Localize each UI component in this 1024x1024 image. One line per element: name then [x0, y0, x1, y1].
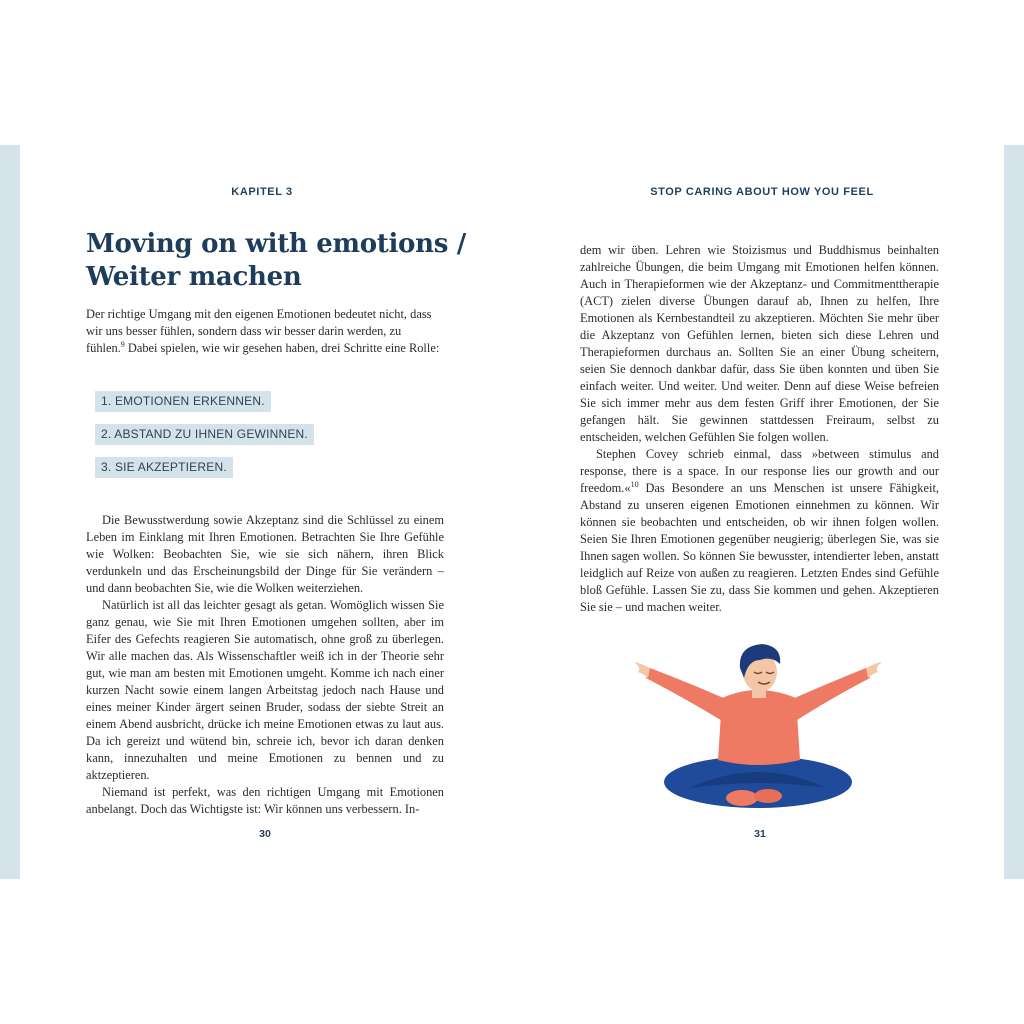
body-text-right [580, 242, 939, 616]
step-item: 2. ABSTAND ZU IHNEN GEWINNEN. [95, 424, 314, 445]
paragraph: Niemand ist perfekt, was den richtigen Umgang mit Emotionen anbelangt. Doch das Wichtigste ist: Wir können uns verbessern. In- [86, 785, 444, 816]
shirt-torso [718, 690, 800, 765]
hand-right [866, 662, 882, 678]
paragraph: Die Bewusstwerdung sowie Akzeptanz sind die Schlüssel zu einem Leben im Einklang mit Ihren Emotionen. Betrachten Sie Ihre Gefühle wie Wolken: Beobachten Sie, wie sie sich nähern, ihren Blick verdunkeln und das Erscheinungsbild der Dinge für Sie verändern – und dann beobachten Sie, wie die Wolken weiterziehen. [86, 513, 444, 595]
intro-text: Der richtige Umgang mit den eigenen Emotionen bedeutet nicht, dass wir uns besser fühlen, sondern dass wir besser darin werden, zu fühlen. [86, 307, 432, 355]
page-edge-left [0, 145, 20, 879]
foot-right [754, 789, 782, 803]
page-number-left: 30 [259, 828, 271, 840]
arm-right [790, 668, 870, 722]
quote-text: Stephen Covey schrieb einmal, dass »between stimulus and response, there is a space. In our response lies our growth and our freedom.« [580, 447, 939, 495]
arm-left [646, 668, 728, 722]
quote-continuation: Das Besondere an uns Menschen ist unsere Fähigkeit, Abstand zu unseren eigenen Emotionen einnehmen zu können. Wir können sie beobachten und entscheiden, ob wir ihnen folgen wollen. Seien Sie Ihren Emotionen gegenüber neugierig; überlegen Sie, was sie Ihnen sagen wollen. So können Sie bewusster, intendierter leben, anstatt leidglich auf Reize von außen zu reagieren. Letzten Endes sind Gefühle bloß Gefühle. Lassen Sie zu, dass Sie kommen und gehen. Akzeptieren Sie sie – und machen weiter. [580, 481, 939, 614]
hand-left [634, 662, 650, 678]
intro-paragraph [86, 306, 443, 357]
page-number-right: 31 [754, 828, 766, 840]
footnote-marker: 9 [120, 339, 125, 349]
title-line-1: Moving on with emotions / [86, 229, 466, 259]
paragraph: dem wir üben. Lehren wie Stoizismus und Buddhismus beinhalten zahlreiche Übungen, die beim Umgang mit Emotionen helfen können. Auch in Therapieformen wie der Akzeptanz- und Commitmenttherapie (ACT) zielen diverse Übungen darauf ab, Ihnen zu helfen, Ihre Emotionen als Kernbestandteil zu akzeptieren. Möchten Sie mehr über die Akzeptanz von Gefühlen lernen, bieten sich diese Lehren und Therapieformen durchaus an. Sollten Sie an einer Übung scheitern, seien Sie dennoch dankbar dafür, dass Sie üben konnten und üben Sie einfach weiter. Und weiter. Und weiter. Denn auf diese Weise befreien Sie sich immer mehr aus dem festen Griff ihrer Emotionen, der Sie gefangen hält. Sie gewinnen stattdessen Freiraum, selbst zu entscheiden, welchen Gefühlen Sie folgen wollen. [580, 243, 939, 444]
body-text-left [86, 512, 444, 818]
page-edge-right [1004, 145, 1024, 879]
paragraph-quote [580, 446, 939, 616]
step-item: 1. EMOTIONEN ERKENNEN. [95, 391, 271, 412]
footnote-marker: 10 [630, 479, 639, 489]
running-head-right: STOP CARING ABOUT HOW YOU FEEL [650, 186, 874, 198]
intro-continuation: Dabei spielen, wie wir gesehen haben, drei Schritte eine Rolle: [127, 341, 440, 355]
running-head-left: KAPITEL 3 [231, 186, 293, 198]
step-item: 3. SIE AKZEPTIEREN. [95, 457, 233, 478]
chapter-title [86, 228, 466, 294]
meditating-person-illustration [630, 638, 884, 810]
foot-left [726, 790, 758, 806]
paragraph: Natürlich ist all das leichter gesagt als getan. Womöglich wissen Sie ganz genau, wie Sie mit Ihren Emotionen umgehen sollten, aber im Eifer des Gefechts reagieren Sie automatisch, ohne groß zu überlegen. Wir alle machen das. Als Wissenschaftler weiß ich in der Theorie sehr gut, wie man am besten mit Emotionen umgeht. Komme ich nach einer kurzen Nacht sowie einem langen Arbeitstag jedoch nach Hause und eines meiner Kinder ärgert seinen Bruder, sodass der siebte Streit an einem Abend ausbricht, drücke ich meine Emotionen etwas zu laut aus. Da ich gereizt und wütend bin, schreie ich, bevor ich daran denken kann, innezuhalten und meine Emotionen zu bennen und zu aktzeptieren. [86, 598, 444, 782]
steps-list [95, 391, 314, 490]
title-line-2: Weiter machen [86, 262, 302, 292]
